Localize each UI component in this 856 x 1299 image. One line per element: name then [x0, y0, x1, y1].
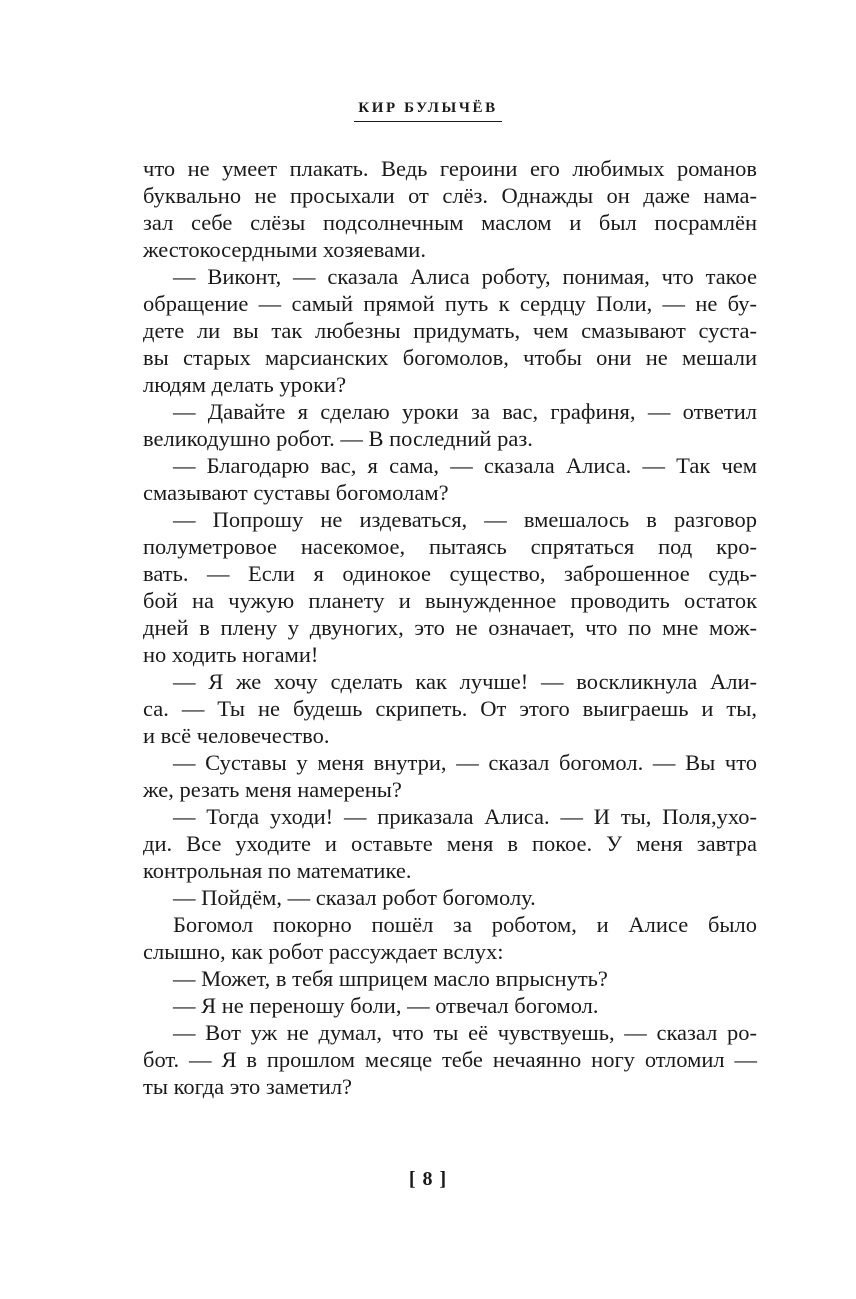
text-line: бот. — Я в прошлом месяце тебе нечаянно ногу отломил —	[143, 1047, 757, 1072]
text-line: — Виконт, — сказала Алиса роботу, понимая, что такое	[173, 264, 757, 289]
author-name: КИР БУЛЫЧЁВ	[354, 100, 501, 122]
text-line: ди. Все уходите и оставьте меня в покое. У меня завтра	[143, 831, 757, 856]
text-line: контрольная по математике.	[143, 858, 412, 883]
page-number: [ 8 ]	[408, 1168, 448, 1190]
text-line: — Я же хочу сделать как лучше! — воскликнула Али-	[173, 669, 757, 694]
text-line: — Давайте я сделаю уроки за вас, графиня, — ответил	[173, 399, 757, 424]
text-line: же, резать меня намерены?	[143, 777, 402, 802]
text-line: буквально не просыхали от слёз. Однажды он даже нама-	[143, 183, 757, 208]
text-line: — Вот уж не думал, что ты её чувствуешь, — сказал ро-	[173, 1020, 757, 1045]
text-line: — Тогда уходи! — приказала Алиса. — И ты, Поля,ухо-	[173, 804, 757, 829]
text-line: — Суставы у меня внутри, — сказал богомол. — Вы что	[173, 750, 757, 775]
text-line: что не умеет плакать. Ведь героини его любимых романов	[143, 156, 757, 181]
text-line: жестокосердными хозяевами.	[143, 237, 426, 262]
body-text	[143, 155, 757, 1100]
text-line: — Я не переношу боли, — отвечал богомол.	[173, 993, 599, 1018]
text-line: Богомол покорно пошёл за роботом, и Алисе было	[173, 912, 757, 937]
text-line: великодушно робот. — В последний раз.	[143, 426, 533, 451]
text-line: зал себе слёзы подсолнечным маслом и был посрамлён	[143, 210, 757, 235]
text-line: слышно, как робот рассуждает вслух:	[143, 939, 504, 964]
text-line: вать. — Если я одинокое существо, заброшенное судь-	[143, 561, 757, 586]
text-line: — Пойдём, — сказал робот богомолу.	[173, 885, 536, 910]
text-line: людям делать уроки?	[143, 372, 347, 397]
text-line: са. — Ты не будешь скрипеть. От этого выиграешь и ты,	[143, 696, 757, 721]
text-line: ты когда это заметил?	[143, 1074, 353, 1099]
text-line: дней в плену у двуногих, это не означает, что по мне мож-	[143, 615, 757, 640]
text-line: бой на чужую планету и вынужденное проводить остаток	[143, 588, 757, 613]
text-line: — Благодарю вас, я сама, — сказала Алиса. — Так чем	[173, 453, 757, 478]
text-line: вы старых марсианских богомолов, чтобы они не мешали	[143, 345, 757, 370]
running-head	[0, 99, 856, 122]
text-line: смазывают суставы богомолам?	[143, 480, 449, 505]
text-line: дете ли вы так любезны придумать, чем смазывают суста-	[143, 318, 757, 343]
text-line: обращение — самый прямой путь к сердцу Поли, — не бу-	[143, 291, 757, 316]
text-line: полуметровое насекомое, пытаясь спрятаться под кро-	[143, 534, 757, 559]
text-line: и всё человечество.	[143, 723, 330, 748]
text-line: — Может, в тебя шприцем масло впрыснуть?	[173, 966, 608, 991]
text-line: — Попрошу не издеваться, — вмешалось в разговор	[173, 507, 757, 532]
text-line: но ходить ногами!	[143, 642, 319, 667]
